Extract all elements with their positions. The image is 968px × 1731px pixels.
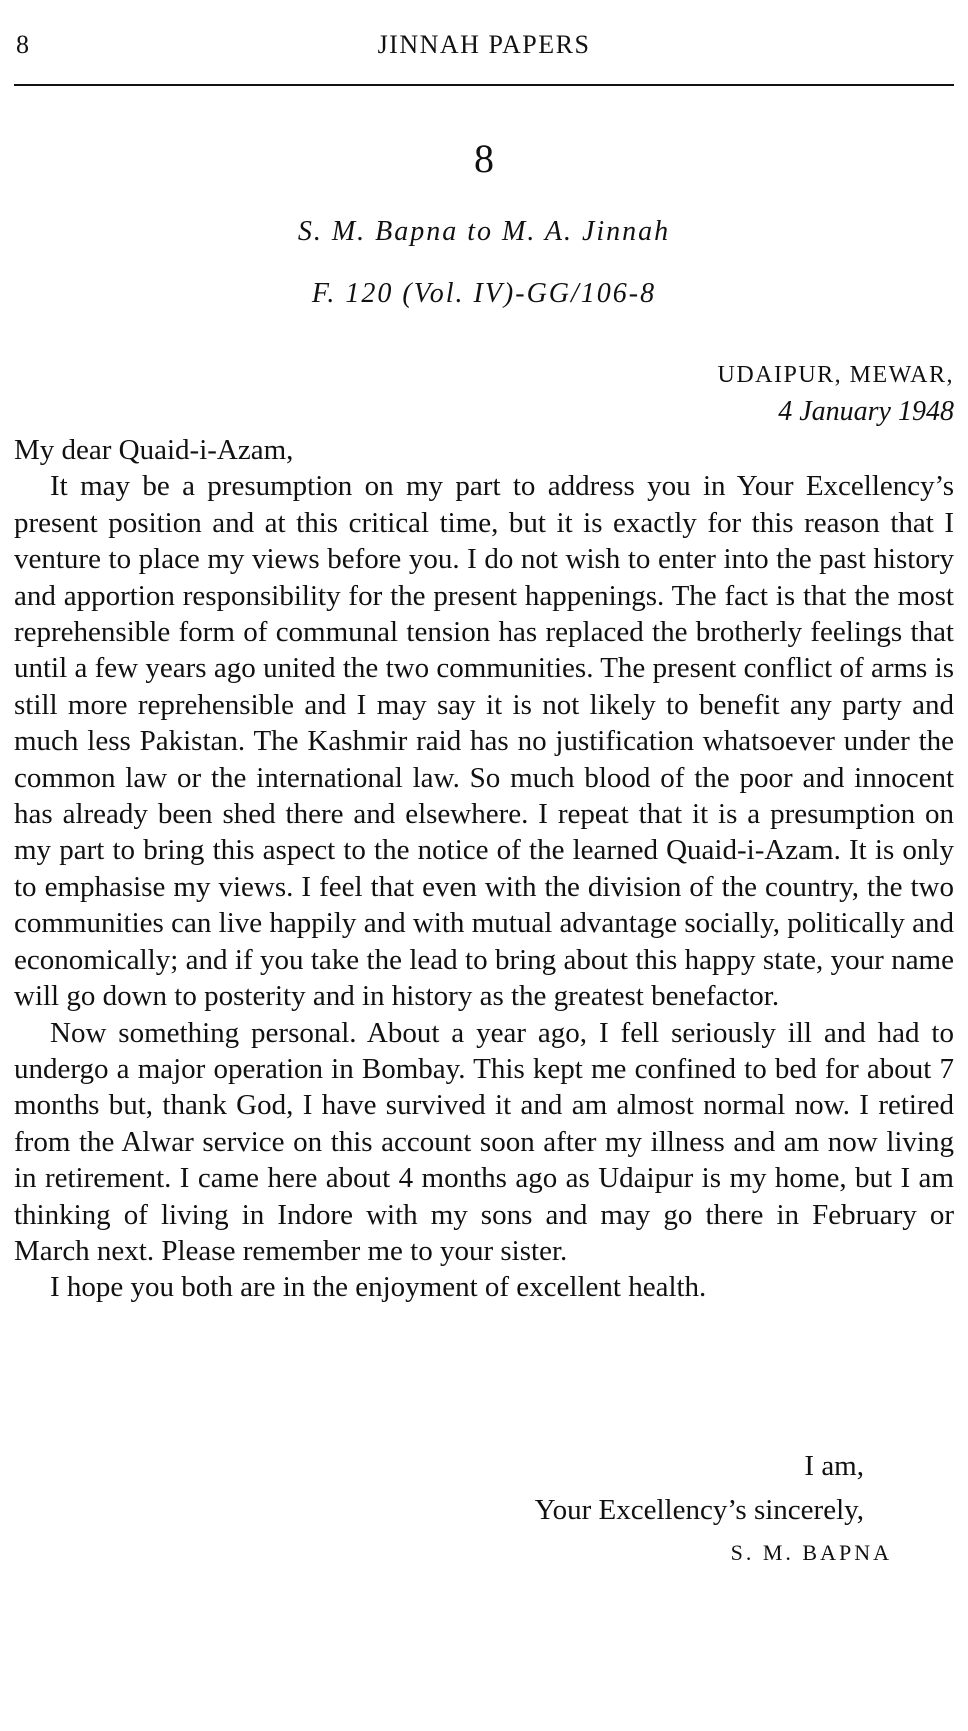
running-head	[14, 30, 954, 66]
document-reference: F. 120 (Vol. IV)-GG/106-8	[311, 278, 657, 309]
header-rule	[14, 84, 954, 86]
letter-date: 4 January 1948	[778, 396, 954, 427]
signature: S. M. BAPNA	[730, 1540, 892, 1565]
complimentary-close: Your Excellency’s sincerely,	[534, 1494, 864, 1526]
salutation: My dear Quaid-i-Azam,	[14, 434, 294, 466]
closing	[535, 1448, 864, 1528]
closing-line-1: I am,	[804, 1450, 864, 1482]
running-head-title: JINNAH PAPERS	[377, 30, 591, 59]
paragraph-2: Now something personal. About a year ago, I fell seriously ill and had to undergo a major operation in Bombay. This kept me confined to bed for about 7 months but, thank God, I have survived it and am almost normal now. I retired from the Alwar service on this account soon after my illness and am now living in retirement. I came here about 4 months ago as Udaipur is my home, but I am thinking of living in Indore with my sons and may go there in February or March next. Please remember me to your sister.	[14, 1016, 954, 1267]
letter-body	[14, 432, 954, 1306]
document-heading: S. M. Bapna to M. A. Jinnah	[297, 216, 671, 247]
letter-place: UDAIPUR, MEWAR,	[717, 362, 954, 388]
paragraph-3: I hope you both are in the enjoyment of excellent health.	[50, 1271, 707, 1304]
document-number: 8	[474, 136, 494, 181]
page-number: 8	[16, 30, 30, 59]
paragraph-1: It may be a presumption on my part to address you in Your Excellency’s present position and at this critical time, but it is exactly for this reason that I venture to place my views before you. I do not wish to enter into the past history and apportion responsibility for the present happenings. The fact is that the most reprehensible form of communal tension has replaced the brotherly feelings that until a few years ago united the two communities. The present conflict of arms is still more reprehensible and I may say it is not likely to benefit any party and much less Pakistan. The Kashmir raid has no justification whatsoever under the common law or the international law. So much blood of the poor and innocent has already been shed there and elsewhere. I repeat that it is a presumption on my part to bring this aspect to the notice of the learned Quaid-i-Azam. It is only to emphasise my views. I feel that even with the division of the country, the two communities can live happily and with mutual advantage socially, politically and economically; and if you take the lead to bring about this happy state, your name will go down to posterity and in history as the greatest benefactor.	[14, 470, 954, 1013]
